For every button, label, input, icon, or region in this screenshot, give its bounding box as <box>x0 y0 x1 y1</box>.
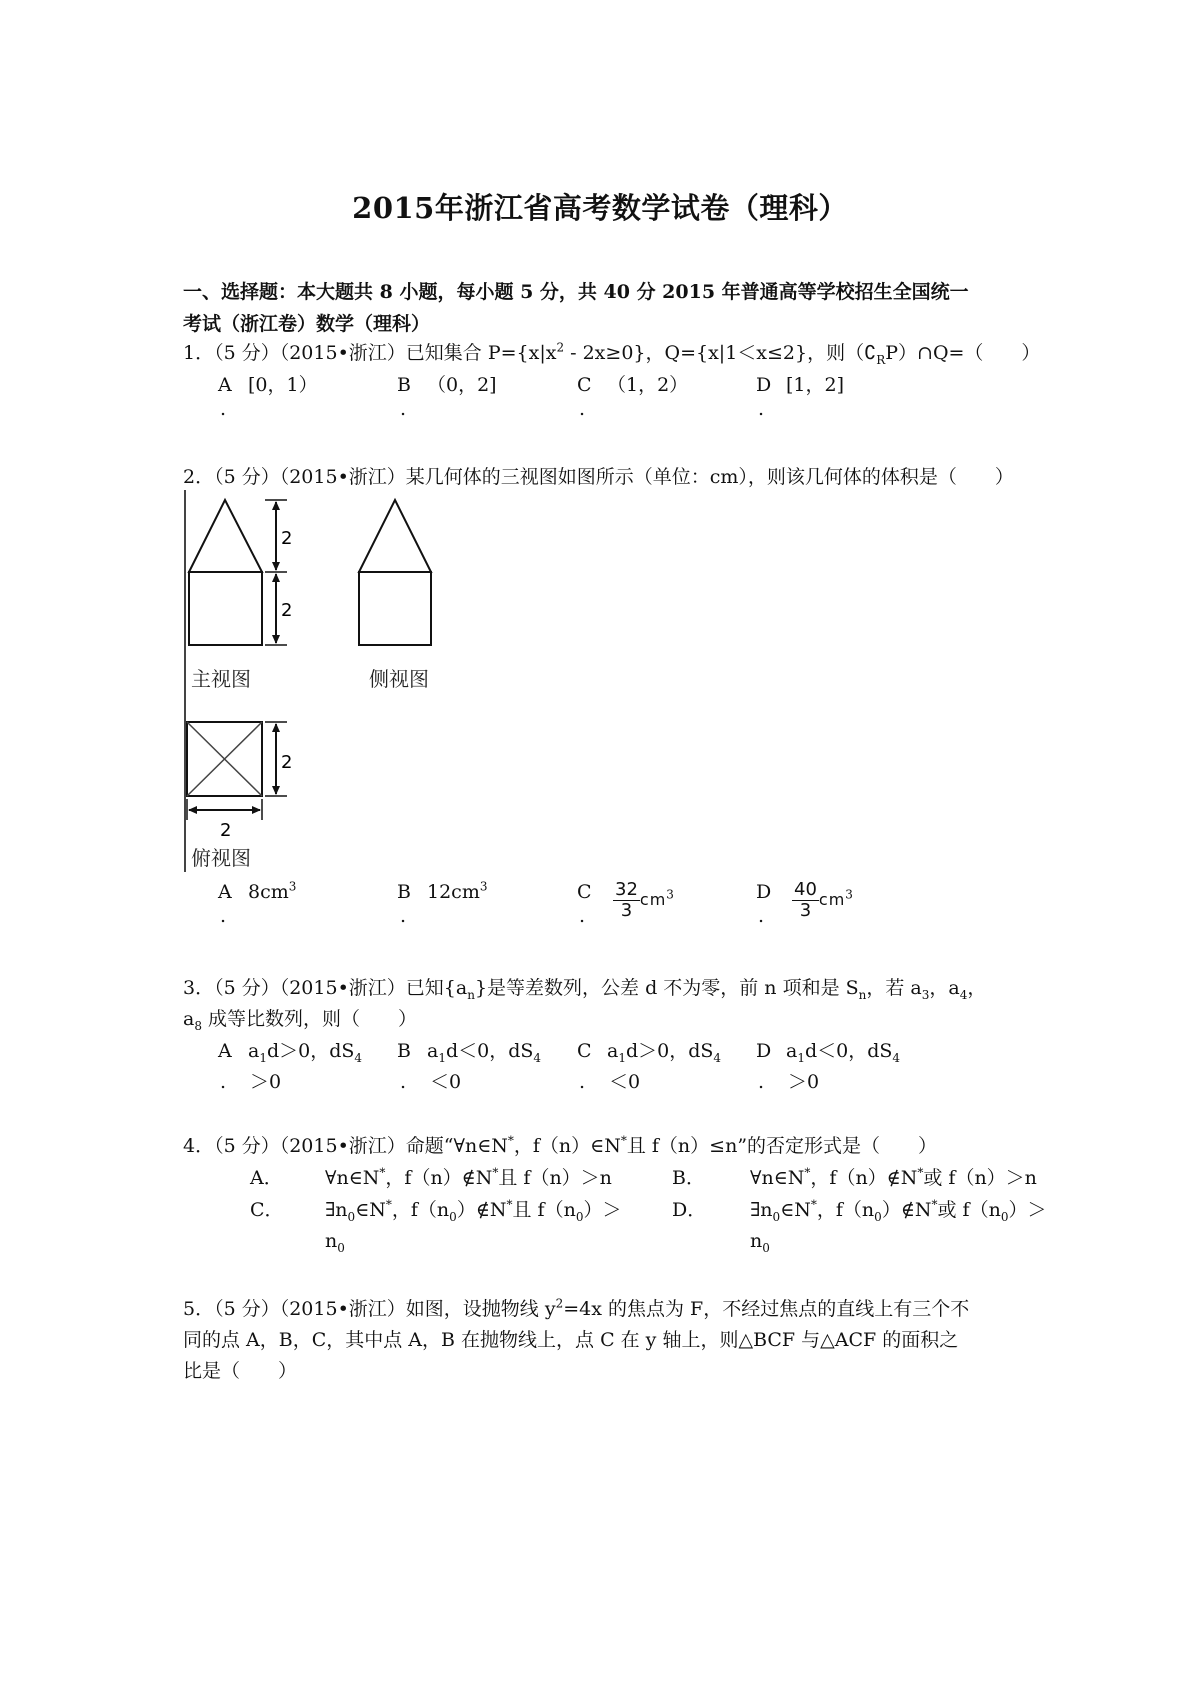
q3-option-c-line-2: . ＜0 <box>579 1071 641 1093</box>
q3-option-b: B $a_1d<0$，$dS_4$ <box>397 1040 542 1065</box>
question-5-line-2: 同的点 A，B，C，其中点 A，B 在抛物线上，点 C 在 y 轴上，则△BCF 与△ACF 的面积之 <box>183 1329 959 1351</box>
q2-option-c: C <box>577 881 592 903</box>
q2-option-d: D <box>756 881 772 903</box>
page-title: 2015年浙江省高考数学试卷（理科） <box>352 191 848 225</box>
q2-option-a: A $8cm^3$ <box>218 879 297 903</box>
arrowhead <box>272 786 280 795</box>
dim-label-plan-v: 2 <box>281 752 293 773</box>
q4-option-d-text: $\exists n_0\in N^*$，$f(n_0)\notin N^*$或 $f(n_0)>$ <box>750 1197 1047 1224</box>
question-4-stem: 4．（5 分）（2015•浙江）命题“∀n∈N*，f（n）∈N*且 f（n）≤n”的否定形式是（ ） <box>183 1133 938 1157</box>
dim-label-plan-h: 2 <box>220 820 232 841</box>
q4-option-a-text: ∀n∈N*，f（n）∉N*且 f（n）＞n <box>325 1165 612 1189</box>
arrowhead <box>272 562 280 571</box>
q3-option-a-line-2: . ＞0 <box>220 1071 282 1093</box>
question-3-stem-line-1: 3．（5 分）（2015•浙江）已知$\{a_n\}$是等差数列，公差 d 不为零，前 n 项和是 $S_n$，若 $a_3$，$a_4$， <box>183 977 987 1002</box>
q2-option-d-value: $\frac{40}{3}$ $cm^3$ <box>794 879 853 921</box>
front-view-square <box>189 572 262 645</box>
q1-option-a: A [0，1） <box>218 374 318 396</box>
q4-option-d-letter: D． <box>672 1199 707 1221</box>
side-view-label: 侧视图 <box>369 667 429 691</box>
side-view-square <box>359 572 431 645</box>
front-view-label: 主视图 <box>191 667 251 691</box>
q4-option-b-text: ∀n∈N*，f（n）∉N*或 f（n）＞n <box>750 1165 1037 1189</box>
section-heading <box>183 276 1043 340</box>
arrowhead <box>272 723 280 732</box>
q1-dot-c: . <box>579 398 586 420</box>
three-view-figure <box>183 490 463 880</box>
fraction: $\frac{32}{3}$ <box>615 879 638 921</box>
q4-option-c-letter: C． <box>250 1199 284 1221</box>
q1-option-d: D [1，2] <box>756 374 845 396</box>
q3-option-b-line-2: . ＜0 <box>400 1071 462 1093</box>
dim-label-top: 2 <box>281 528 293 549</box>
q3-option-d: D $a_1d<0$，$dS_4$ <box>756 1040 901 1065</box>
q2-option-b: B $12cm^3$ <box>397 879 488 903</box>
q3-option-a: A $a_1d>0$，$dS_4$ <box>218 1040 363 1065</box>
front-view <box>189 500 292 691</box>
question-5-line-1: 5．（5 分）（2015•浙江）如图，设抛物线 $y^2=4x$ 的焦点为 F，不经过焦点的直线上有三个不 <box>183 1296 970 1320</box>
q3-option-c: C $a_1d>0$，$dS_4$ <box>577 1040 722 1065</box>
q1-dot-d: . <box>758 398 765 420</box>
arrowhead <box>188 806 197 814</box>
q2-dot-a: . <box>220 905 227 927</box>
top-view-label: 俯视图 <box>191 846 251 870</box>
question-3-stem-line-2: $a_8$ 成等比数列，则（ ） <box>183 1008 418 1033</box>
q2-dot-c: . <box>579 905 586 927</box>
arrowhead <box>272 573 280 582</box>
dim-label-bottom: 2 <box>281 600 293 621</box>
arrowhead <box>252 806 261 814</box>
question-1-stem: 1．（5 分）（2015•浙江）已知集合 $P=\{x|x^2 - 2x\ge 0\}$，Q={x|1＜x≤2}，则$(∁_RP)\cap Q=$（ ） <box>183 340 1041 367</box>
q2-option-c-value: $\frac{32}{3}$ $cm^3$ <box>615 879 674 921</box>
q3-option-d-line-2: . ＞0 <box>758 1071 820 1093</box>
section-line-2: 考试（浙江卷）数学（理科） <box>183 313 431 335</box>
section-line-1: 一、选择题：本大题共 8 小题，每小题 5 分，共 40 分 2015 年普通高等学校招生全国统一 <box>183 281 969 303</box>
q1-dot-b: . <box>400 398 407 420</box>
q1-dot-a: . <box>220 398 227 420</box>
q4-option-a-letter: A． <box>250 1167 283 1189</box>
q4-option-c-line-2: $n_0$ <box>325 1230 345 1255</box>
side-view <box>359 500 431 691</box>
q4-option-b-letter: B． <box>672 1167 705 1189</box>
q1-option-c: C （1，2） <box>577 374 689 396</box>
front-view-triangle <box>189 500 262 572</box>
top-view <box>187 722 292 870</box>
q4-option-d-line-2: $n_0$ <box>750 1230 770 1255</box>
q1-option-b: B （0，2] <box>397 374 497 396</box>
question-2-stem: 2．（5 分）（2015•浙江）某几何体的三视图如图所示（单位：cm），则该几何体的体积是（ ） <box>183 466 1014 488</box>
q2-dot-d: . <box>758 905 765 927</box>
arrowhead <box>272 635 280 644</box>
q4-option-c-text: $\exists n_0\in N^*$，$f(n_0)\notin N^*$且 $f(n_0)>$ <box>325 1197 622 1224</box>
q2-dot-b: . <box>400 905 407 927</box>
question-5-line-3: 比是（ ） <box>183 1360 298 1382</box>
fraction: $\frac{40}{3}$ <box>794 879 817 921</box>
side-view-triangle <box>359 500 431 572</box>
arrowhead <box>272 501 280 510</box>
